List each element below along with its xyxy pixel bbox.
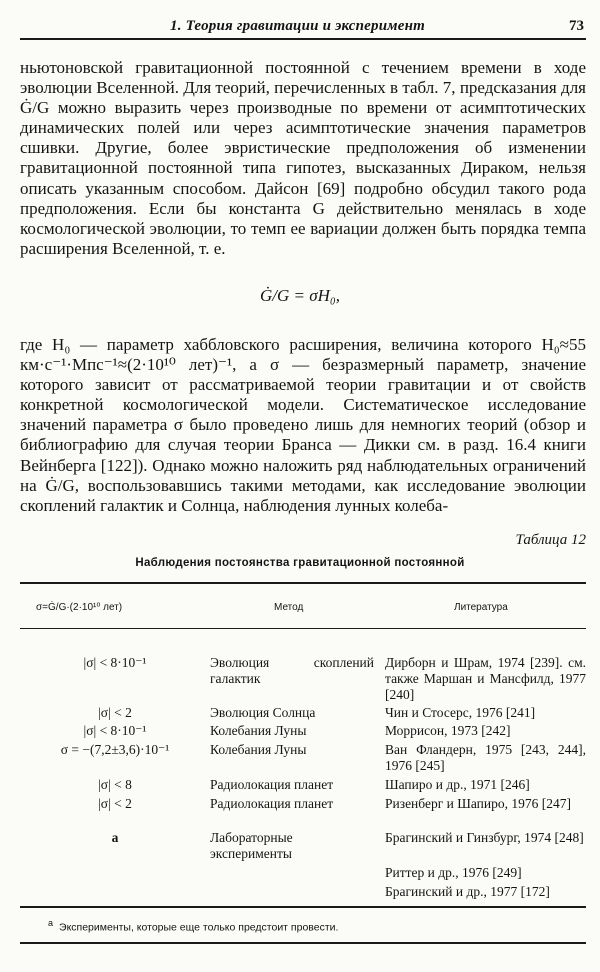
column-header-sigma: σ=Ġ/G·(2·10¹⁰ лет) bbox=[36, 602, 123, 613]
method-cell: Радиолокация планет bbox=[210, 777, 334, 792]
sigma-cell: σ = −(7,2±3,6)·10⁻¹ bbox=[60, 742, 170, 757]
reference-cell: Ван Фландерн, 1975 [243, 244], 1976 [245] bbox=[385, 742, 586, 773]
sigma-cell: |σ| < 2 bbox=[98, 796, 132, 811]
sigma-cell: |σ| < 2 bbox=[98, 705, 132, 720]
method-cell: Эволюция скоплений галактик bbox=[210, 655, 374, 686]
running-header bbox=[20, 12, 586, 38]
reference-cell: Шапиро и др., 1971 [246] bbox=[385, 777, 530, 792]
paragraph-text: ньютоновской гравитационной постоянной с течением времени в ходе эволюции Вселенной. Для теорий, перечисленных в табл. 7, предсказания для Ġ/G можно выразить через производные по времени от асимптотических динамических полей или через асимптотические значения параметров сшивки. Другие, более эвристические предположения об изменении гравитационной постоянной типа гипотез, высказанных Дираком, нельзя описать указанным способом. Дайсон [69] подробно обсудил такого рода предположения. Если бы константа G действительно менялась в ходе космологической эволюции, то темп ее вариации должен быть порядка темпа расширения Вселенной, т. е. bbox=[20, 58, 586, 258]
table-header-rule bbox=[20, 628, 586, 629]
paragraph-text: где H₀ — параметр хаббловского расширения, величина которого H₀≈55 км·с⁻¹·Мпс⁻¹≈(2·10¹⁰ лет)⁻¹, а σ — безразмерный параметр, значение которого зависит от рассматриваемой теории гравитации и от свойств конкретной космологической модели. Систематическое исследование значений параметра σ было проведено лишь для немногих теорий (обзор и библиографию для случая теории Бранса — Дикки см. в разд. 16.4 книги Вейнберга [122]). Однако можно наложить ряд наблюдательных ограничений на Ġ/G, воспользовавшись такими методами, как исследование эволюции скоплений галактик и Солнца, наблюдения лунных колеба- bbox=[20, 335, 586, 515]
reference-cell: Чин и Стосерс, 1976 [241] bbox=[385, 705, 536, 720]
reference-cell: Брагинский и Гинзбург, 1974 [248] bbox=[385, 830, 584, 845]
footnote-bottom-rule bbox=[20, 942, 586, 944]
method-cell: Эволюция Солнца bbox=[210, 705, 316, 720]
column-header-method: Метод bbox=[274, 602, 304, 613]
reference-cell: Ризенберг и Шапиро, 1976 [247] bbox=[385, 796, 571, 811]
method-cell: Лабораторные эксперименты bbox=[210, 830, 293, 861]
method-cell: Колебания Луны bbox=[210, 742, 307, 757]
reference-cell: Дирборн и Шрам, 1974 [239]. см. также Маршан и Мансфилд, 1977 [240] bbox=[385, 655, 586, 702]
column-header-literature: Литература bbox=[454, 602, 508, 613]
sigma-cell: а bbox=[111, 830, 119, 845]
formula: Ġ/G = σH₀, bbox=[259, 286, 341, 305]
body-paragraph-1 bbox=[20, 58, 586, 259]
reference-cell: Брагинский и др., 1977 [172] bbox=[385, 884, 550, 899]
sigma-cell: |σ| < 8·10⁻¹ bbox=[83, 723, 147, 738]
method-cell: Радиолокация планет bbox=[210, 796, 334, 811]
footnote-text: Эксперименты, которые еще только предстоит провести. bbox=[59, 921, 339, 934]
reference-cell: Риттер и др., 1976 [249] bbox=[385, 865, 522, 880]
body-paragraph-2 bbox=[20, 318, 586, 533]
table-bottom-rule bbox=[20, 906, 586, 908]
table-footnote bbox=[48, 918, 338, 934]
page-number: 73 bbox=[569, 18, 584, 34]
sigma-cell: |σ| < 8·10⁻¹ bbox=[83, 655, 147, 670]
method-cell: Колебания Луны bbox=[210, 723, 307, 738]
table-top-rule bbox=[20, 582, 586, 584]
header-rule bbox=[20, 38, 586, 40]
footnote-mark: а bbox=[48, 918, 54, 928]
chapter-title: 1. Теория гравитации и эксперимент bbox=[170, 18, 426, 34]
reference-cell: Моррисон, 1973 [242] bbox=[385, 723, 511, 738]
table-title: Наблюдения постоянства гравитационной постоянной bbox=[135, 557, 465, 569]
table-label: Таблица 12 bbox=[515, 532, 586, 548]
sigma-cell: |σ| < 8 bbox=[98, 777, 132, 792]
